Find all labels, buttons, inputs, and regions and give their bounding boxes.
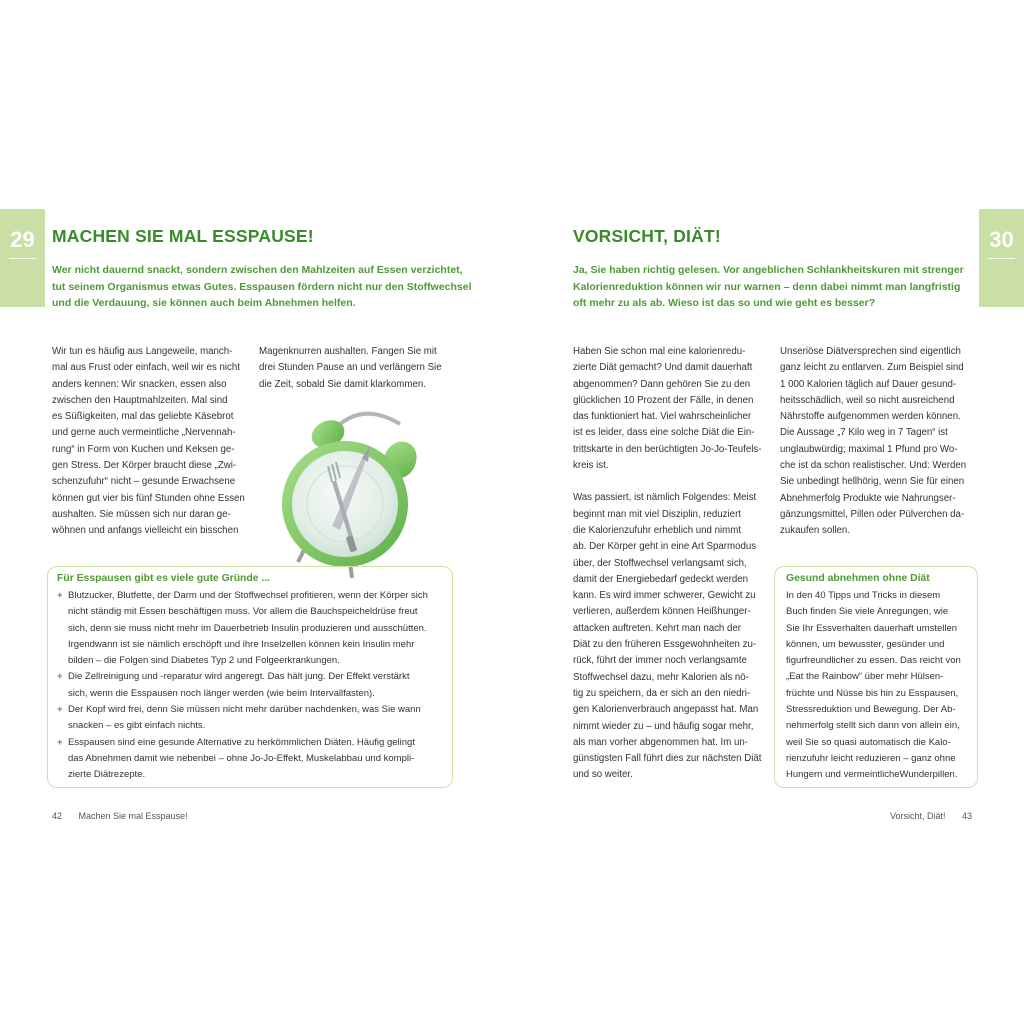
list-item [57, 588, 428, 669]
intro-line: und die Verdauung, sie können auch beim Abnehmen helfen. [52, 297, 356, 309]
paragraph [573, 344, 761, 474]
text-line: In den 40 Tipps und Tricks in diesem [786, 590, 941, 601]
intro-line: oft mehr zu als ab. Wieso ist das so und wie geht es besser? [573, 297, 876, 309]
text-line: zwischen den Hauptmahlzeiten. Mal sind [52, 394, 228, 406]
tip-number-right: 30 [989, 227, 1014, 252]
text-line: das Abnehmen damit wie nebenbei – ohne Jo-Jo-Effekt, Muskelabbau und kompli- [68, 752, 415, 764]
text-line: Sie unbedingt hellhörig, wenn Sie für einen [780, 476, 965, 488]
plus-bullet-icon: + [57, 590, 63, 601]
text-line: damit der Energiebedarf gedeckt werden [573, 573, 749, 585]
text-line: früchte und Nüsse bis hin zu Esspausen, [786, 687, 959, 699]
footer-left [52, 811, 188, 821]
text-line: Diät zu den früheren Essgewohnheiten zu- [573, 639, 757, 651]
text-line: und gerne auch vermeintliche „Nervennah- [52, 427, 236, 439]
text-line: Der Kopf wird frei, denn Sie müssen nicht mehr darüber nachdenken, was Sie wann [68, 704, 421, 716]
list-item [57, 702, 428, 735]
text-line: gänzungsmittel, Pillen oder Pülverchen da- [780, 508, 965, 520]
text-line: können, um bewusster, gesünder und [786, 638, 945, 650]
tab-rule [988, 258, 1015, 259]
text-line: als man vorher abgenommen hat. Im un- [573, 736, 748, 748]
text-line: unglaubwürdig; maximal 1 Pfund pro Wo- [780, 443, 958, 455]
text-line: Wir tun es häufig aus Langeweile, manch- [52, 346, 233, 357]
text-line: Stressreduktion und Bewegung. Der Ab- [786, 704, 956, 716]
text-line: schenzufuhr“ nicht – gesunde Erwachsene [52, 476, 236, 488]
page-title-right: VORSICHT, DIÄT! [573, 226, 721, 246]
intro-right [573, 262, 964, 312]
text-line: Was passiert, ist nämlich Folgendes: Meist [573, 492, 757, 504]
text-line: können gut vier bis fünf Stunden ohne Essen [52, 492, 245, 504]
text-line: mal aus Frust oder einfach, weil wir es nicht [52, 362, 240, 374]
paragraph [573, 490, 761, 783]
text-line: kreis ist. [573, 460, 609, 472]
text-line: „Eat the Rainbow“ über mehr Hülsen- [786, 671, 944, 683]
running-title-right: Vorsicht, Diät! [889, 811, 946, 821]
text-line: günstigsten Fall führt dies zur nächsten Diät [573, 753, 762, 765]
reasons-list [57, 588, 428, 784]
plus-bullet-icon: + [57, 671, 63, 683]
text-line: Esspausen sind eine gesunde Alternative zu herkömmlichen Diäten. Häufig gelingt [68, 736, 415, 748]
text-line: wöhnen und anfangs vielleicht ein bisschen [52, 525, 239, 537]
intro-line: Wer nicht dauernd snackt, sondern zwischen den Mahlzeiten auf Essen verzichtet, [52, 264, 463, 276]
page-number-right: 43 [961, 811, 972, 821]
text-line: ganz leicht zu entlarven. Zum Beispiel sind [780, 362, 964, 374]
text-line: rung“ in Form von Kuchen und Keksen ge- [52, 443, 235, 455]
text-line: zierte Diät gemacht? Und damit dauerhaft [573, 362, 753, 374]
text-line: Blutzucker, Blutfette, der Darm und der Stoffwechsel profitieren, wenn der Körper sich [68, 590, 428, 601]
tip-number-tab-right [979, 209, 1024, 307]
intro-line: Kalorienreduktion können wir nur warnen – denn dabei nimmt man langfristig [573, 280, 961, 293]
text-line: nicht ständig mit Essen beschäftigen muss. Vor allem die Bauchspeicheldrüse freut [68, 606, 418, 618]
list-item [57, 735, 428, 784]
plus-bullet-icon: + [57, 704, 63, 716]
body-left-col2 [259, 344, 442, 393]
body-left-col1 [52, 344, 245, 540]
intro-line: tut seinem Organismus etwas Gutes. Esspausen fördern nicht nur den Stoffwechsel [52, 280, 472, 293]
text-line: nehmerfolg stellt sich dann von allein ein, [786, 720, 960, 732]
text-line: nimmt wieder zu – und häufig sogar mehr, [573, 720, 754, 732]
text-line: tig zu speichern, da er sich an den niedri- [573, 687, 751, 699]
text-line: Die Zellreinigung und -reparatur wird angeregt. Das hält jung. Der Effekt verstärkt [68, 671, 410, 683]
intro-line: Ja, Sie haben richtig gelesen. Vor angeblichen Schlankheitskuren mit strenger [573, 264, 964, 276]
body-right-col2 [780, 344, 966, 540]
tip-number-left: 29 [10, 227, 35, 252]
text-line: drei Stunden Pause an und verlängern Sie [259, 362, 442, 374]
text-line: heitsschädlich, weil so nicht ausreichend [780, 394, 955, 406]
running-title-left: Machen Sie mal Esspause! [78, 811, 188, 821]
text-line: Hungern und vermeintlicheWunderpillen. [786, 769, 958, 781]
text-line: und so weiter. [573, 769, 633, 781]
plus-bullet-icon: + [57, 736, 63, 748]
text-line: gen Stress. Der Körper braucht diese „Zwi- [52, 460, 237, 472]
text-line: trittskarte in den berüchtigten Jo-Jo-Teufels- [573, 443, 762, 455]
text-line: Haben Sie schon mal eine kalorienredu- [573, 346, 746, 357]
text-line: aushalten. Sie müssen sich nur daran ge- [52, 508, 231, 520]
text-line: zierte Diätrezepte. [68, 769, 146, 781]
text-line: verlieren, außerdem können Heißhunger- [573, 606, 751, 618]
text-line: attacken auftreten. Kehrt man nach der [573, 622, 742, 634]
text-line: Stoffwechsel dazu, mehr Kalorien als nö- [573, 671, 749, 683]
healthy-weightloss-text [786, 588, 961, 784]
text-line: Unseriöse Diätversprechen sind eigentlich [780, 346, 961, 357]
text-line: über, der Stoffwechsel verlangsamt sich, [573, 557, 747, 569]
text-line: figurfreundlicher zu essen. Das reicht von [786, 655, 961, 667]
body-right-col1 [573, 344, 761, 784]
text-line: bilden – die Folgen sind Diabetes Typ 2 und Folgeerkrankungen. [68, 655, 340, 667]
text-line: ab. Der Körper geht in eine Art Sparmodus [573, 541, 757, 553]
text-line: anders kennen: Wir snacken, essen also [52, 378, 227, 390]
reasons-box-title: Für Esspausen gibt es viele gute Gründe ... [57, 573, 271, 584]
text-line: gen Kalorienverbrauch angepasst hat. Man [573, 704, 759, 716]
text-line: Die Aussage „7 Kilo weg in 7 Tagen“ ist [780, 427, 948, 439]
text-line: Magenknurren aushalten. Fangen Sie mit [259, 346, 437, 357]
text-line: 1 000 Kalorien täglich auf Dauer gesund- [780, 378, 957, 390]
text-line: kann. Es wird immer schwerer, Gewicht zu [573, 590, 756, 602]
text-line: das funktioniert hat. Viel wahrscheinlicher [573, 411, 752, 423]
intro-left [52, 262, 472, 312]
text-line: glücklichen 10 Prozent der Fälle, in denen [573, 394, 754, 406]
text-line: Sie Ihr Essverhalten dauerhaft umstellen [786, 622, 958, 634]
list-item [57, 669, 428, 702]
text-line: sich, wenn die Esspausen noch länger werden (wie beim Intervallfasten). [68, 687, 375, 699]
text-line: es Süßigkeiten, mal das geliebte Käsebrot [52, 411, 234, 423]
footer-right [890, 811, 972, 821]
text-line: die Kalorienzufuhr erheblich und nimmt [573, 524, 742, 536]
text-line: weil Sie so quasi automatisch die Kalo- [786, 736, 951, 748]
tip-number-tab-left [0, 209, 45, 307]
text-line: beginnt man mit viel Disziplin, reduziert [573, 508, 741, 520]
alarm-clock-plate-icon [270, 402, 450, 582]
text-line: rienzufuhr leicht reduzieren – ganz ohne [786, 752, 956, 764]
text-line: Irgendwann ist sie nämlich erschöpft und ihre Inselzellen können kein Insulin mehr [68, 638, 415, 650]
tab-rule [9, 258, 36, 259]
text-line: rück, führt der immer noch verlangsamte [573, 655, 747, 667]
text-line: Buch finden Sie viele Anregungen, wie [786, 606, 949, 618]
healthy-weightloss-title: Gesund abnehmen ohne Diät [786, 573, 930, 584]
text-line: Abnehmerfolg Produkte wie Nahrungser- [780, 492, 956, 504]
page-title-left: MACHEN SIE MAL ESSPAUSE! [52, 226, 314, 246]
text-line: sich, denn sie muss nicht mehr im Dauerbetrieb Insulin produzieren und ausschütten. [68, 622, 427, 634]
page-number-left: 42 [52, 811, 63, 821]
text-line: che ist da schon realistischer. Und: Werden [780, 460, 967, 472]
text-line: abgenommen? Dann gehören Sie zu den [573, 378, 751, 390]
text-line: ist es leider, dass eine solche Diät die Ein- [573, 427, 755, 439]
text-line: die Zeit, sobald Sie damit klarkommen. [259, 378, 426, 390]
text-line: snacken – es gibt einfach nichts. [68, 720, 206, 732]
text-line: Nährstoffe aufgenommen werden können. [780, 411, 961, 423]
text-line: zukaufen sollen. [780, 525, 851, 537]
